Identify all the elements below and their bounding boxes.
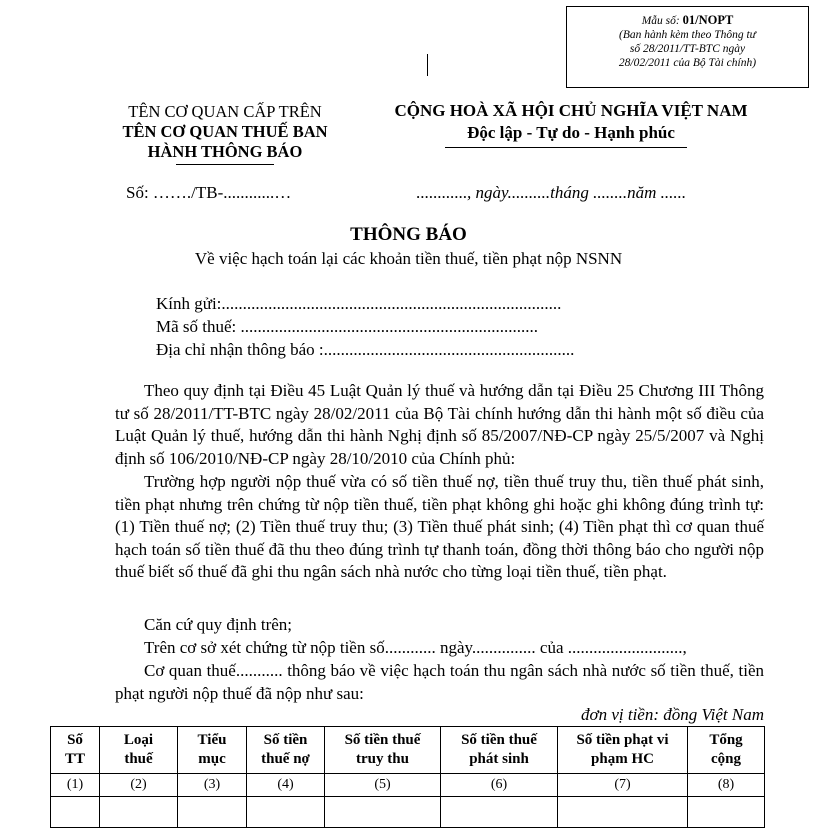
document-number: Số: ……./TB-............… — [126, 183, 292, 202]
paragraph-voucher: Trên cơ sở xét chứng từ nộp tiền số............ ngày............... của ..........................., — [144, 638, 687, 657]
index-cell: (8) — [688, 774, 765, 797]
table-cell — [325, 797, 441, 828]
national-motto: Độc lập - Tự do - Hạnh phúc — [467, 123, 675, 142]
table-cell — [100, 797, 178, 828]
currency-unit-note: đơn vị tiền: đồng Việt Nam — [581, 705, 764, 724]
table-header-row — [51, 727, 765, 774]
issuer-underline — [176, 164, 274, 165]
national-title: CỘNG HOÀ XÃ HỘI CHỦ NGHĨA VIỆT NAM — [394, 101, 748, 120]
index-cell: (7) — [558, 774, 688, 797]
table-index-row — [51, 774, 765, 797]
paragraph-legal-basis: Theo quy định tại Điều 45 Luật Quản lý thuế và hướng dẫn tại Điều 25 Chương III Thông tư số 28/2011/TT-BTC ngày 28/02/2011 của Bộ Tài chính hướng dẫn thi hành một số điều của Luật Quản lý thuế, hướng dẫn thi hành Nghị định số 85/2007/NĐ-CP ngày 25/5/2007 và Nghị định số 106/2010/NĐ-CP ngày 28/10/2010 của Chính phủ: — [115, 381, 764, 468]
table-cell — [688, 797, 765, 828]
recipient-to: Kính gửi:................................................................................ — [156, 294, 562, 313]
table-cell — [558, 797, 688, 828]
header-tax-type: Loại thuế — [100, 727, 178, 774]
index-cell: (6) — [441, 774, 558, 797]
text-cursor — [427, 54, 428, 76]
index-cell: (3) — [178, 774, 247, 797]
form-note-line-3: 28/02/2011 của Bộ Tài chính) — [618, 57, 757, 69]
header-tax-arrears: Số tiền thuế truy thu — [325, 727, 441, 774]
issuer-line-2: TÊN CƠ QUAN THUẾ BAN — [122, 122, 328, 141]
index-cell: (5) — [325, 774, 441, 797]
index-cell: (4) — [247, 774, 325, 797]
date-line: ............, ngày..........tháng ........năm ...... — [416, 183, 687, 202]
table-cell — [441, 797, 558, 828]
header-tax-debt: Số tiền thuế nợ — [247, 727, 325, 774]
header-stt: Số TT — [51, 727, 100, 774]
paragraph-notice: Cơ quan thuế........... thông báo về việc hạch toán thu ngân sách nhà nước số tiền thuế, tiền phạt người nộp thuế đã nộp như sau: — [115, 661, 764, 703]
form-code: Mẫu số: 01/NOPT — [641, 13, 734, 27]
paragraph-case: Trường hợp người nộp thuế vừa có số tiền thuế nợ, tiền thuế truy thu, tiền thuế phát sinh, tiền phạt nhưng trên chứng từ nộp tiền thuế, tiền phạt không ghi hoặc ghi không đúng trình tự: (1) Tiền thuế nợ; (2) Tiền thuế truy thu; (3) Tiền thuế phát sinh; (4) Tiền phạt thì cơ quan thuế hạch toán số tiền thuế đã thu theo đúng trình tự thanh toán, đồng thời thông báo cho người nộp thuế biết số thuế đã ghi thu ngân sách nhà nước cho từng loại tiền thuế, tiền phạt. — [115, 472, 764, 582]
header-penalty: Số tiền phạt vi phạm HC — [558, 727, 688, 774]
table-cell — [247, 797, 325, 828]
form-note-line-1: (Ban hành kèm theo Thông tư — [619, 29, 756, 41]
header-tax-incurred: Số tiền thuế phát sinh — [441, 727, 558, 774]
tax-allocation-table — [50, 726, 765, 828]
table-cell — [178, 797, 247, 828]
issuer-line-3: HÀNH THÔNG BÁO — [147, 142, 303, 161]
motto-underline — [445, 147, 687, 148]
table-row — [51, 797, 765, 828]
index-cell: (2) — [100, 774, 178, 797]
form-note-line-2: số 28/2011/TT-BTC ngày — [629, 43, 746, 55]
document-subtitle: Về việc hạch toán lại các khoản tiền thuế, tiền phạt nộp NSNN — [194, 249, 623, 268]
header-sub-item: Tiểu mục — [178, 727, 247, 774]
document-title: THÔNG BÁO — [350, 224, 467, 245]
table-cell — [51, 797, 100, 828]
form-code-value: 01/NOPT — [682, 13, 734, 27]
index-cell: (1) — [51, 774, 100, 797]
issuer-line-1: TÊN CƠ QUAN CẤP TRÊN — [128, 102, 322, 121]
paragraph-pursuant: Căn cứ quy định trên; — [144, 615, 293, 634]
recipient-address: Địa chỉ nhận thông báo :........................................................... — [156, 340, 575, 359]
header-total: Tổng cộng — [688, 727, 765, 774]
recipient-tax-code: Mã số thuế: ...................................................................... — [156, 317, 539, 336]
form-number-box — [566, 6, 809, 88]
